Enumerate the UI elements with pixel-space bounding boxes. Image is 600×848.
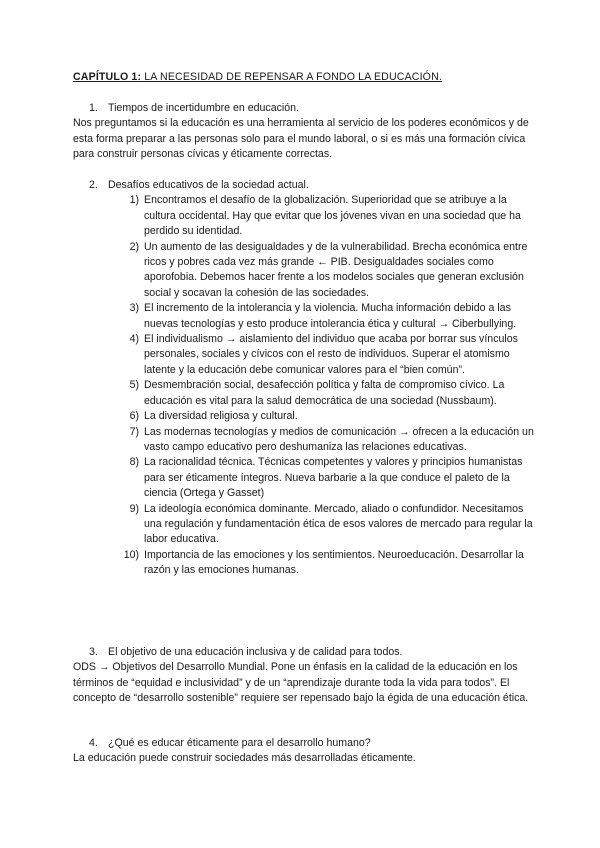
section-number: 1. [89, 102, 98, 114]
section-paragraph: ODS → Objetivos del Desarrollo Mundial. Pone un énfasis en la calidad de la educación en los términos de “equidad e inclusividad” y de un “aprendizaje durante toda la vida para todos”. El concepto de “desarrollo sostenible” requiere ser repensado bajo la égida de una educación ética. [73, 661, 529, 705]
list-item-number: 10) [123, 548, 139, 561]
section-paragraph: Nos preguntamos si la educación es una herramienta al servicio de los poderes económicos y de esta forma preparar a las personas solo para el mundo laboral, o si es más una formación cívica para construir personas cívicas y éticamente correctas. [73, 117, 529, 161]
list-item [73, 301, 535, 332]
section-number: 3. [89, 646, 98, 658]
list-item-number: 9) [129, 502, 139, 515]
chapter-title-text: LA NECESIDAD DE REPENSAR A FONDO LA EDUCACIÓN. [141, 71, 442, 83]
chapter-title [73, 70, 442, 85]
list-item-number: 4) [129, 333, 139, 346]
list-item [73, 409, 535, 424]
list-item-text: La ideología económica dominante. Mercado, aliado o confundidor. Necesitamos una regulación y fundamentación ética de esos valores de mercado para regular la labor educativa. [144, 502, 533, 546]
list-item-text: El individualismo → aislamiento del individuo que acaba por borrar sus vínculos personales, sociales y cívicos con el resto de individuos. Superar el atomismo latente y la educación debe comunicar valores para el “bien común”. [144, 333, 518, 376]
list-item-number: 8) [129, 456, 139, 469]
list-item-number: 7) [129, 425, 139, 438]
list-item [73, 332, 535, 378]
section-heading [73, 645, 535, 660]
list-item [73, 502, 535, 548]
section-number: 4. [89, 737, 98, 749]
section-heading-text: ¿Qué es educar éticamente para el desarrollo humano? [108, 737, 371, 749]
section-heading [73, 178, 535, 193]
section-heading-text: El objetivo de una educación inclusiva y de calidad para todos. [108, 646, 403, 658]
list-item [73, 455, 535, 501]
list-item-text: La racionalidad técnica. Técnicas competentes y valores y principios humanistas para ser éticamente íntegros. Nueva barbarie a la que conduce el paleto de la ciencia (Ortega y Gasset) [144, 456, 523, 500]
challenges-list [73, 193, 535, 578]
list-item [73, 378, 535, 409]
list-item-number: 2) [129, 240, 139, 253]
section-heading [73, 736, 535, 751]
section-number: 2. [89, 179, 98, 191]
section-2 [73, 178, 535, 579]
list-item-text: Importancia de las emociones y los sentimientos. Neuroeducación. Desarrollar la razón y las emociones humanas. [144, 548, 524, 577]
section-3 [73, 645, 535, 707]
section-paragraph: La educación puede construir sociedades más desarrolladas éticamente. [73, 752, 416, 765]
list-item-number: 6) [129, 410, 139, 423]
list-item [73, 240, 535, 302]
list-item-text: Un aumento de las desigualdades y de la vulnerabilidad. Brecha económica entre ricos y pobres cada vez más grande ← PIB. Desigualdades sociales como aporofobia. Debemos hacer frente a los modelos sociales que generan exclusión social y socavan la cohesión de las sociedades. [144, 240, 528, 299]
list-item-text: Las modernas tecnologías y medios de comunicación → ofrecen a la educación un vasto campo educativo pero deshumaniza las relaciones educativas. [144, 425, 534, 453]
list-item [73, 193, 535, 239]
list-item-text: Encontramos el desafío de la globalización. Superioridad que se atribuye a la cultura occidental. Hay que evitar que los jóvenes vivan en una sociedad que ha perdido su identidad. [144, 194, 521, 238]
list-item-text: Desmembración social, desafección política y falta de compromiso cívico. La educación es vital para la salud democrática de una sociedad (Nussbaum). [144, 379, 505, 407]
list-item [73, 425, 535, 456]
section-1 [73, 101, 535, 163]
chapter-title-bold: CAPÍTULO 1: [73, 71, 142, 83]
section-heading-text: Tiempos de incertidumbre en educación. [108, 102, 299, 114]
list-item-number: 3) [129, 302, 139, 315]
section-heading [73, 101, 535, 116]
list-item-number: 5) [129, 379, 139, 392]
section-4 [73, 736, 535, 767]
section-heading-text: Desafíos educativos de la sociedad actual. [108, 179, 309, 191]
list-item-text: La diversidad religiosa y cultural. [144, 410, 298, 423]
list-item [73, 548, 535, 579]
list-item-number: 1) [129, 194, 139, 207]
list-item-text: El incremento de la intolerancia y la violencia. Mucha información debido a las nuevas tecnologías y esto produce intolerancia ética y cultural → Ciberbullying. [144, 302, 517, 330]
